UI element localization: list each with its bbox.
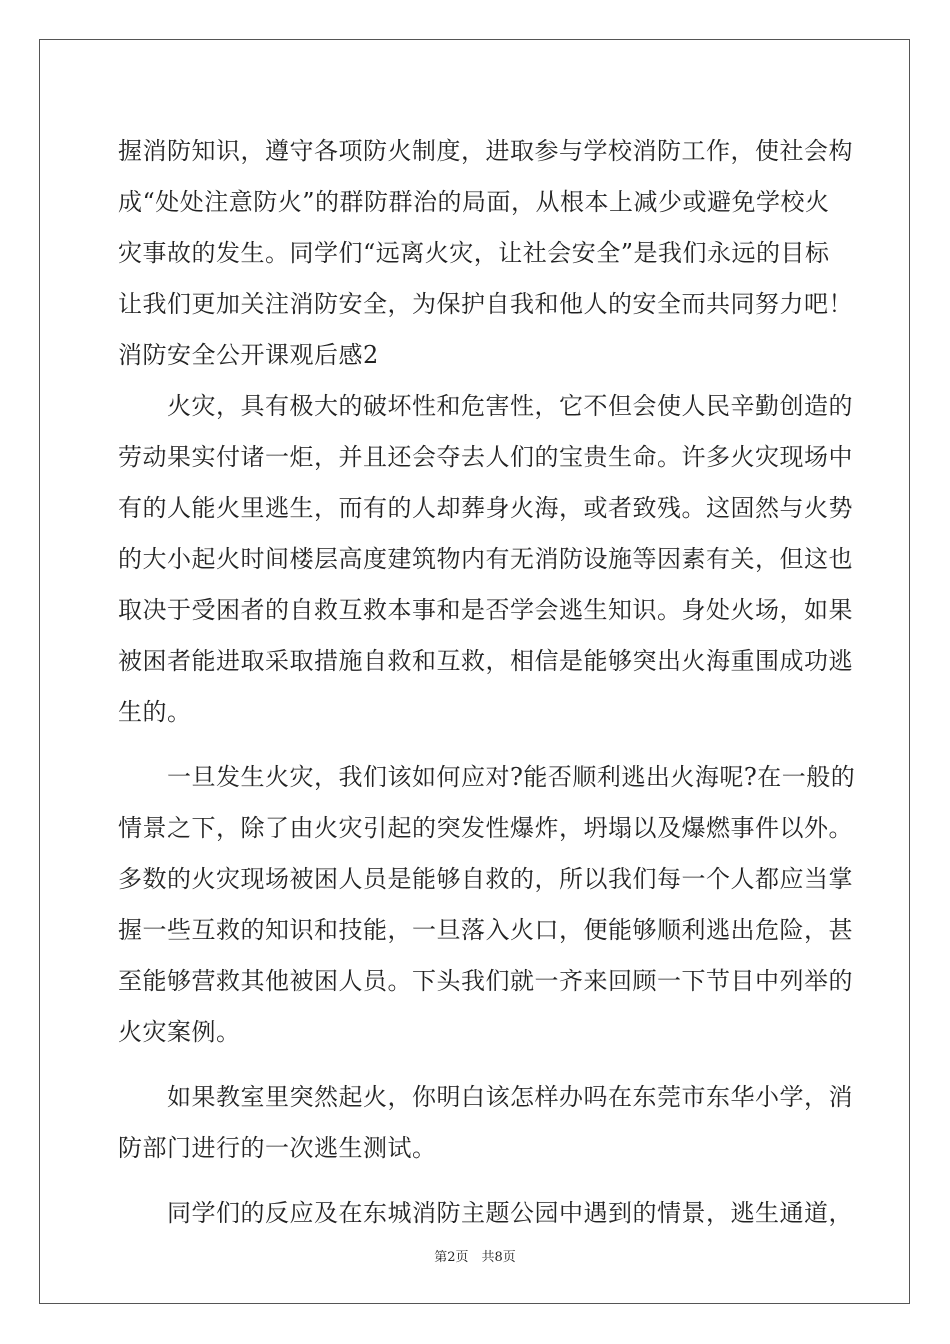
text-line: 至能够营救其他被困人员。下头我们就一齐来回顾一下节目中列举的	[118, 967, 853, 995]
text-line: 生的。	[118, 698, 192, 726]
paragraph-2	[118, 381, 853, 738]
document-body	[118, 126, 856, 1239]
text-line: 握消防知识，遵守各项防火制度，进取参与学校消防工作，使社会构	[118, 137, 853, 165]
section-title: 消防安全公开课观后感2	[118, 341, 379, 369]
page-number-footer: 第2页 共8页	[434, 1250, 516, 1265]
text-line: 一旦发生火灾，我们该如何应对?能否顺利逃出火海呢?在一般的	[118, 763, 856, 791]
text-line: 同学们的反应及在东城消防主题公园中遇到的情景，逃生通道，	[118, 1199, 853, 1227]
text-line: 取决于受困者的自救互救本事和是否学会逃生知识。身处火场，如果	[118, 596, 853, 624]
text-line: 有的人能火里逃生，而有的人却葬身火海，或者致残。这固然与火势	[118, 494, 853, 522]
text-line: 火灾案例。	[118, 1018, 241, 1046]
paragraph-1	[118, 126, 853, 381]
text-line: 被困者能进取采取措施自救和互救，相信是能够突出火海重围成功逃	[118, 647, 853, 675]
text-line: 情景之下，除了由火灾引起的突发性爆炸，坍塌以及爆燃事件以外。	[118, 814, 853, 842]
text-line: 让我们更加关注消防安全，为保护自我和他人的安全而共同努力吧！	[118, 290, 853, 318]
text-line: 成“处处注意防火”的群防群治的局面，从根本上减少或避免学校火	[118, 188, 830, 216]
text-line: 的大小起火时间楼层高度建筑物内有无消防设施等因素有关，但这也	[118, 545, 853, 573]
paragraph-4	[118, 1072, 853, 1174]
text-line: 劳动果实付诸一炬，并且还会夺去人们的宝贵生命。许多火灾现场中	[118, 443, 853, 471]
text-line: 如果教室里突然起火，你明白该怎样办吗在东莞市东华小学，消	[118, 1083, 853, 1111]
text-line: 握一些互救的知识和技能，一旦落入火口，便能够顺利逃出危险，甚	[118, 916, 853, 944]
text-line: 火灾，具有极大的破坏性和危害性，它不但会使人民辛勤创造的	[118, 392, 853, 420]
paragraph-3	[118, 752, 856, 1058]
text-line: 灾事故的发生。同学们“远离火灾，让社会安全”是我们永远的目标	[118, 239, 830, 267]
text-line: 防部门进行的一次逃生测试。	[118, 1134, 437, 1162]
text-line: 多数的火灾现场被困人员是能够自救的，所以我们每一个人都应当掌	[118, 865, 853, 893]
paragraph-5	[118, 1188, 853, 1239]
